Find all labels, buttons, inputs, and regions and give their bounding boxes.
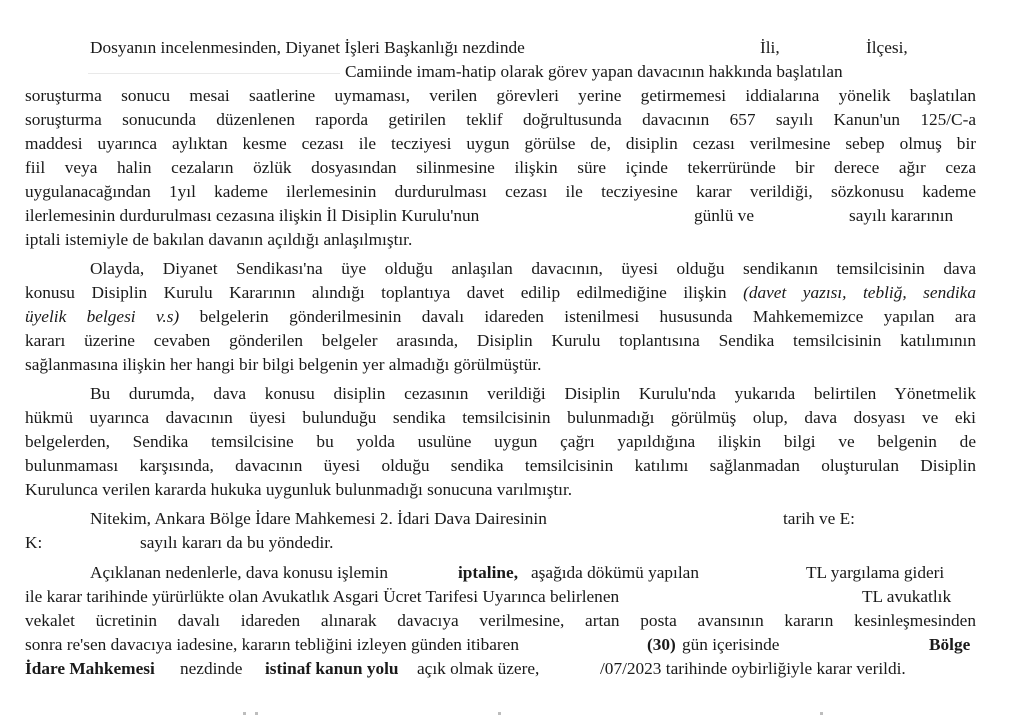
text-span: belgelerin gönderilmesinin davalı idareden istenilmesi hususunda Mahkememizce yapılan ara xyxy=(179,307,976,326)
top-mask xyxy=(743,0,1009,16)
glyph-fragment xyxy=(243,712,246,715)
text-segment: TL avukatlık xyxy=(862,587,952,606)
text-line-10: Olayda, Diyanet Sendikası'na üye olduğu anlaşılan davacının, üyesi olduğu sendikanın temsilcisinin dava xyxy=(90,259,976,278)
text-segment: günlü ve xyxy=(694,206,754,225)
text-segment: Bölge xyxy=(929,635,971,654)
redaction-mark xyxy=(88,73,340,74)
text-segment: TL yargılama gideri xyxy=(806,563,945,582)
text-span: üyelik belgesi v.s) xyxy=(25,307,180,326)
text-line-4: soruşturma sonucunda düzenlenen raporda getirilen teklif doğrultusunda davacının 657 sayılı Kanun'un 125/C-a xyxy=(25,110,976,129)
text-line-14: sağlanmasına ilişkin her hangi bir bilgi belgenin yer almadığı görülmüştür. xyxy=(25,355,542,374)
text-line-12 xyxy=(25,305,976,329)
text-segment: Açıklanan nedenlerle, dava konusu işlemin xyxy=(90,563,389,582)
text-segment: açık olmak üzere, xyxy=(417,659,540,678)
text-segment: K: xyxy=(25,533,43,552)
glyph-fragment xyxy=(255,712,258,715)
glyph-fragment xyxy=(820,712,823,715)
text-line-5: maddesi uyarınca aylıktan kesme cezası ile tecziyesi uygun görülse de, disiplin cezası verilmesine sebep olmuş bir xyxy=(25,134,976,153)
text-line-6: fiil veya halin cezaların özlük dosyasından silinmesine ilişkin süre içinde tekerrüründe bir derece ağır ceza xyxy=(25,158,976,177)
text-segment: aşağıda dökümü yapılan xyxy=(531,563,699,582)
glyph-fragment xyxy=(498,712,501,715)
text-segment: gün içerisinde xyxy=(682,635,780,654)
text-line-19: Kurulunca verilen kararda hukuka uygunluk bulunmadığı sonucuna varılmıştır. xyxy=(25,480,573,499)
text-line-24: vekalet ücretinin davalı idareden alınarak davacıya verilmesine, artan posta avansının kararın kesinleşmesinden xyxy=(25,611,976,630)
text-segment: sayılı kararı da bu yöndedir. xyxy=(140,533,334,552)
text-segment: tarih ve E: xyxy=(783,509,855,528)
text-line-16: hükmü uyarınca davacının üyesi bulunduğu sendika temsilcisinin bulunmadığı görülmüş olup, dava dosyası ve eki xyxy=(25,408,976,427)
text-line-13: kararı üzerine cevaben gönderilen belgeler arasında, Disiplin Kurulu toplantısına Sendika temsilcisinin katılımının xyxy=(25,331,976,350)
text-segment: İdare Mahkemesi xyxy=(25,659,155,678)
text-segment: İlçesi, xyxy=(866,38,908,57)
text-segment: istinaf kanun yolu xyxy=(265,659,399,678)
text-line-9: iptali istemiyle de bakılan davanın açıldığı anlaşılmıştır. xyxy=(25,230,413,249)
cut-off-next-line xyxy=(0,712,1009,719)
text-segment: /07/2023 tarihinde oybirliğiyle karar verildi. xyxy=(600,659,906,678)
text-segment: nezdinde xyxy=(180,659,243,678)
text-line-15: Bu durumda, dava konusu disiplin cezasının verildiği Disiplin Kurulu'nda yukarıda belirtilen Yönetmelik xyxy=(90,384,976,403)
text-line-18: bulunmaması karşısında, davacının üyesi olduğu sendika temsilcisinin katılımı sağlanmadan oluşturulan Disiplin xyxy=(25,456,976,475)
text-line-11 xyxy=(25,281,976,305)
text-segment: ilerlemesinin durdurulması cezasına ilişkin İl Disiplin Kurulu'nun xyxy=(25,206,480,225)
text-span: (davet yazısı, tebliğ, sendika xyxy=(743,283,976,302)
text-segment: İli, xyxy=(760,38,780,57)
text-segment: iptaline, xyxy=(458,563,519,582)
text-segment: Nitekim, Ankara Bölge İdare Mahkemesi 2. İdari Dava Dairesinin xyxy=(90,509,547,528)
text-line-3: soruşturma sonucu mesai saatlerine uymaması, verilen görevleri yerine getirmemesi iddialarına yönelik başlatılan xyxy=(25,86,976,105)
text-segment: Dosyanın incelenmesinden, Diyanet İşleri Başkanlığı nezdinde xyxy=(90,38,525,57)
text-segment: sonra re'sen davacıya iadesine, kararın tebliğini izleyen günden itibaren xyxy=(25,635,519,654)
text-line-7: uygulanacağından 1yıl kademe ilerlemesinin durdurulması cezası ile tecziyesine karar verildiği, sözkonusu kademe xyxy=(25,182,976,201)
text-segment: Camiinde imam-hatip olarak görev yapan davacının hakkında başlatılan xyxy=(345,62,843,81)
text-segment: ile karar tarihinde yürürlükte olan Avukatlık Asgari Ücret Tarifesi Uyarınca belirlenen xyxy=(25,587,620,606)
text-span: konusu Disiplin Kurulu Kararının alındığı toplantıya davet edilip edilmediğine ilişkin xyxy=(25,283,744,302)
text-segment: (30) xyxy=(647,635,676,654)
text-segment: sayılı kararının xyxy=(849,206,954,225)
text-line-17: belgelerden, Sendika temsilcisine bu yolda usulüne uygun çağrı yapıldığına ilişkin bilgi ve belgenin de xyxy=(25,432,976,451)
